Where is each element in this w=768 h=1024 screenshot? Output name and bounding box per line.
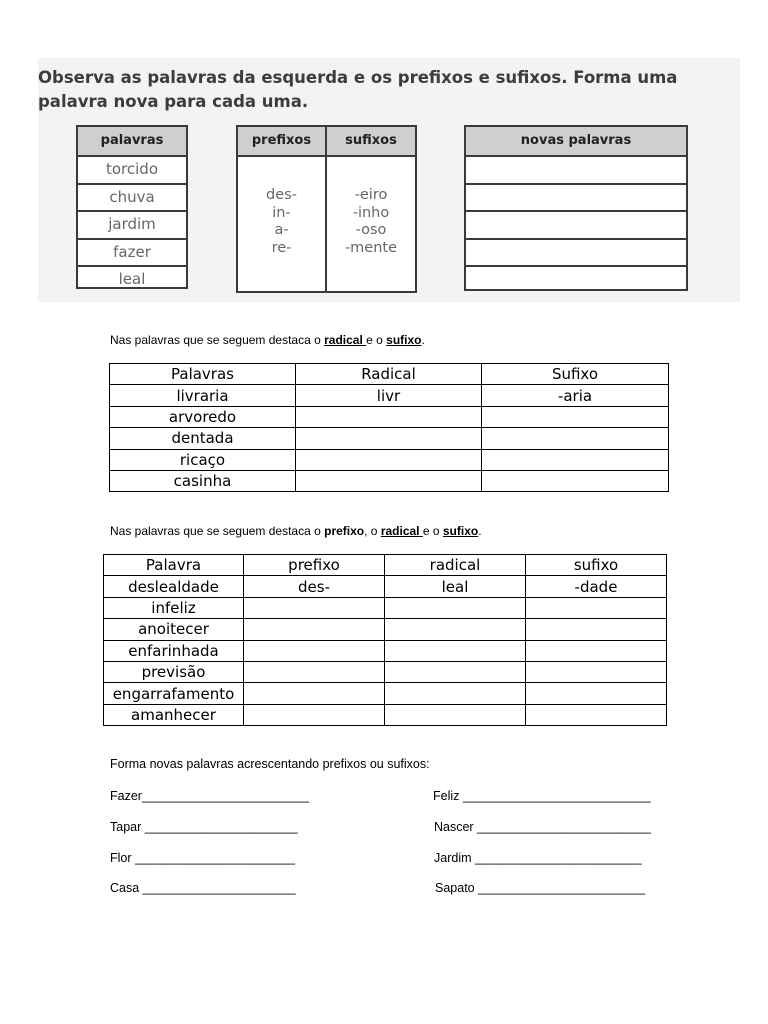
table-row — [104, 640, 667, 661]
column-header: Palavras — [110, 364, 296, 385]
answer-cell[interactable] — [385, 597, 526, 618]
word-cell: engarrafamento — [104, 683, 244, 704]
word-cell: previsão — [104, 661, 244, 682]
answer-cell[interactable] — [526, 683, 667, 704]
prefixes-box — [236, 125, 327, 293]
answer-cell[interactable] — [482, 406, 669, 427]
word-cell: casinha — [110, 470, 296, 491]
column-header: Palavra — [104, 555, 244, 576]
fill-in-line[interactable]: Fazer________________________ — [110, 789, 309, 803]
word-item: torcido — [105, 160, 158, 178]
answer-cell[interactable] — [385, 683, 526, 704]
exercise1-instruction — [110, 333, 425, 347]
fill-in-line[interactable]: Flor _______________________ — [110, 851, 295, 865]
table-row — [104, 661, 667, 682]
answer-cell[interactable] — [385, 619, 526, 640]
table-header-row — [110, 364, 669, 385]
radical-keyword: radical — [324, 333, 367, 347]
suffix-item: -eiro — [354, 187, 388, 203]
answer-cell[interactable] — [526, 661, 667, 682]
prefix-item: in- — [272, 204, 291, 221]
scanned-exercise — [38, 58, 740, 302]
prefixo-keyword: prefixo — [324, 524, 365, 538]
word-cell: amanhecer — [104, 704, 244, 725]
answer-cell[interactable] — [526, 619, 667, 640]
answer-cell[interactable] — [482, 449, 669, 470]
word-item: jardim — [78, 210, 186, 238]
suffix-item: -mente — [344, 239, 398, 256]
instr-text: , o — [364, 524, 381, 538]
column-header: radical — [385, 555, 526, 576]
new-word-blank — [466, 238, 686, 266]
word-cell: deslealdade — [104, 576, 244, 597]
word-cell: infeliz — [104, 597, 244, 618]
prefix-item: des- — [266, 187, 297, 203]
word-cell: dentada — [110, 428, 296, 449]
suffixes-header: sufixos — [327, 127, 415, 157]
fill-in-line[interactable]: Tapar ______________________ — [110, 820, 298, 834]
new-words-header: novas palavras — [466, 127, 686, 157]
prefix-item: re- — [271, 239, 292, 256]
word-cell: livraria — [110, 385, 296, 406]
fill-in-line[interactable]: Feliz ___________________________ — [433, 789, 651, 803]
answer-cell[interactable] — [296, 470, 482, 491]
instr-text: e o — [366, 333, 387, 347]
table-row — [110, 385, 669, 406]
answer-cell[interactable] — [244, 640, 385, 661]
table-header-row — [104, 555, 667, 576]
column-header: prefixo — [244, 555, 385, 576]
table-row — [110, 470, 669, 491]
fill-in-line[interactable]: Jardim ________________________ — [434, 851, 642, 865]
sufixo-keyword: sufixo — [386, 333, 422, 347]
prefixes-list — [238, 187, 325, 257]
sufixo-keyword: sufixo — [442, 524, 479, 538]
answer-cell[interactable] — [385, 661, 526, 682]
radical-keyword: radical — [380, 524, 423, 538]
column-header: Sufixo — [482, 364, 669, 385]
fill-in-line[interactable]: Nascer _________________________ — [434, 820, 651, 834]
suffixes-list — [327, 187, 415, 257]
answer-cell[interactable] — [244, 619, 385, 640]
answer-cell[interactable] — [244, 683, 385, 704]
column-header: Radical — [296, 364, 482, 385]
table-row — [104, 683, 667, 704]
answer-cell[interactable] — [482, 470, 669, 491]
answer-cell[interactable] — [296, 449, 482, 470]
exercise2-instruction — [110, 524, 482, 538]
new-word-blank — [466, 265, 686, 293]
instr-text: e o — [422, 524, 443, 538]
answer-cell[interactable] — [244, 597, 385, 618]
words-box — [76, 125, 188, 289]
table-row — [110, 428, 669, 449]
table-row — [104, 597, 667, 618]
prefixo-radical-sufixo-table — [103, 554, 667, 726]
instr-text: Nas palavras que se seguem destaca o — [110, 333, 325, 347]
instr-text: Nas palavras que se seguem destaca o — [110, 524, 325, 538]
answer-cell[interactable] — [526, 704, 667, 725]
answer-cell[interactable] — [296, 406, 482, 427]
table-row — [110, 406, 669, 427]
answer-cell[interactable] — [244, 704, 385, 725]
word-cell: ricaço — [110, 449, 296, 470]
suffix-item: -inho — [352, 204, 390, 221]
word-item: chuva — [78, 183, 186, 211]
answer-cell[interactable] — [296, 428, 482, 449]
column-header: sufixo — [526, 555, 667, 576]
table-row — [110, 449, 669, 470]
table-row — [104, 619, 667, 640]
answer-cell[interactable] — [244, 661, 385, 682]
answer-cell[interactable] — [526, 640, 667, 661]
answer-cell[interactable] — [482, 428, 669, 449]
instr-text: . — [421, 333, 425, 347]
suffixes-box — [325, 125, 417, 293]
answer-cell[interactable]: leal — [385, 576, 526, 597]
new-word-blank — [466, 183, 686, 211]
new-word-blank — [466, 157, 686, 183]
words-header: palavras — [78, 127, 186, 157]
word-item: fazer — [78, 238, 186, 266]
word-cell: anoitecer — [104, 619, 244, 640]
answer-cell[interactable]: -aria — [482, 385, 669, 406]
answer-cell[interactable]: des- — [244, 576, 385, 597]
instr-text: . — [478, 524, 482, 538]
table-row — [104, 704, 667, 725]
answer-cell[interactable] — [385, 640, 526, 661]
word-cell: enfarinhada — [104, 640, 244, 661]
answer-cell[interactable]: livr — [296, 385, 482, 406]
answer-cell[interactable] — [385, 704, 526, 725]
exercise3-instruction: Forma novas palavras acrescentando prefixos ou sufixos: — [110, 757, 430, 771]
fill-in-line[interactable]: Sapato ________________________ — [435, 881, 645, 895]
new-words-box — [464, 125, 688, 291]
word-cell: arvoredo — [110, 406, 296, 427]
answer-cell[interactable] — [526, 597, 667, 618]
word-item: leal — [78, 265, 186, 293]
scan-instruction: Observa as palavras da esquerda e os prefixos e sufixos. Forma uma palavra nova para cada uma. — [38, 68, 678, 111]
fill-in-line[interactable]: Casa ______________________ — [110, 881, 296, 895]
radical-sufixo-table — [109, 363, 669, 492]
suffix-item: -oso — [355, 222, 387, 238]
prefix-item: a- — [274, 222, 289, 238]
answer-cell[interactable]: -dade — [526, 576, 667, 597]
table-row — [104, 576, 667, 597]
prefixes-header: prefixos — [238, 127, 325, 157]
new-word-blank — [466, 210, 686, 238]
